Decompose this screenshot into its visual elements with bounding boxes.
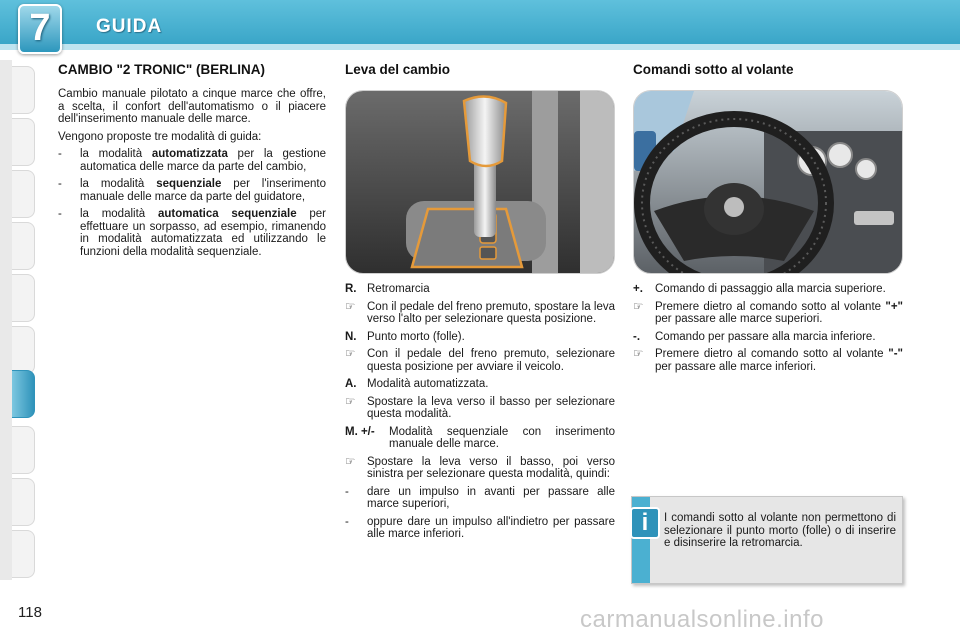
mode-name: sequenziale (156, 178, 222, 190)
mode-text: per l'inserimento manuale delle marce da parte del guidatore, (80, 178, 326, 203)
control-item (633, 283, 903, 296)
mode-name: automatica sequenziale (157, 208, 297, 220)
chapter-tab-10[interactable] (12, 530, 35, 578)
section-title: GUIDA (96, 16, 163, 37)
mode-text: la modalità (80, 178, 157, 190)
control-code: +. (633, 283, 643, 295)
chapter-number: 7 (29, 7, 51, 49)
gear-code: R. (345, 283, 357, 295)
column-3-text (633, 283, 903, 378)
dash: - (345, 485, 349, 498)
chapter-tab-5[interactable] (12, 274, 35, 322)
pointing-hand-icon: ☞ (345, 395, 356, 408)
gear-description: Modalità sequenziale con inserimento manuale delle marce. (389, 425, 615, 450)
mode-text: per la gestione automatica delle marce da parte del cambio, (80, 148, 326, 173)
instruction-item (345, 396, 615, 421)
instruction-item (633, 301, 903, 326)
gear-description: Modalità automatizzata. (367, 378, 489, 390)
dash: - (58, 148, 62, 160)
dash: - (345, 515, 349, 528)
instruction-text: dare un impulso in avanti per passare alle marce superiori, (367, 485, 615, 510)
instruction-item (345, 456, 615, 481)
mode-text: la modalità (80, 148, 152, 160)
chapter-badge (18, 4, 62, 54)
gear-code: N. (345, 330, 357, 343)
gear-item (345, 331, 615, 344)
steering-controls-title: Comandi sotto al volante (633, 62, 794, 77)
control-symbol: "+" (885, 300, 903, 313)
instruction-text: per passare alle marce inferiori. (655, 360, 817, 373)
instruction-item (345, 301, 615, 326)
gear-lever-title: Leva del cambio (345, 62, 451, 77)
gear-lever-photo (345, 90, 615, 274)
instruction-text: Spostare la leva verso il basso, poi verso sinistra per selezionare questa modalità, quindi: (367, 455, 615, 480)
gear-description: Punto morto (folle). (367, 330, 465, 343)
chapter-tab-6[interactable] (12, 326, 35, 374)
column-1-text (58, 88, 326, 263)
instruction-text: Con il pedale del freno premuto, spostare la leva verso l'alto per selezionare questa posizione. (367, 300, 615, 325)
mode-item (58, 178, 326, 203)
gear-item (345, 426, 615, 451)
info-text: I comandi sotto al volante non permettono di selezionare il punto morto (folle) o di inserire e disinserire la retromarcia. (664, 512, 896, 549)
watermark: carmanualsonline.info (580, 606, 824, 633)
steering-wheel-photo (633, 90, 903, 274)
chapter-tab-7-active[interactable] (12, 370, 35, 418)
control-symbol: "-" (888, 348, 903, 360)
pointing-hand-icon: ☞ (345, 300, 356, 313)
control-item (633, 331, 903, 344)
chapter-tab-1[interactable] (12, 66, 35, 114)
dash: - (58, 178, 62, 190)
instruction-item (633, 348, 903, 373)
control-code: -. (633, 330, 641, 343)
instruction-text: Premere dietro al comando sotto al volante (655, 300, 886, 313)
control-text: Comando per passare alla marcia inferiore. (655, 330, 876, 343)
control-text: Comando di passaggio alla marcia superiore. (655, 283, 886, 295)
instruction-item (345, 516, 615, 541)
instruction-text: Premere dietro al comando sotto al volante (655, 348, 889, 360)
instruction-text: Spostare la leva verso il basso per selezionare questa modalità. (367, 395, 615, 420)
side-rail (0, 60, 12, 580)
instruction-item (345, 348, 615, 373)
gearbox-title: CAMBIO "2 TRONIC" (BERLINA) (58, 62, 266, 77)
instruction-text: Con il pedale del freno premuto, selezionare questa posizione per avviare il veicolo. (367, 348, 615, 373)
instruction-text: oppure dare un impulso all'indietro per passare alle marce inferiori. (367, 515, 615, 540)
chapter-tab-2[interactable] (12, 118, 35, 166)
gear-code: M. +/- (345, 425, 375, 438)
chapter-tab-4[interactable] (12, 222, 35, 270)
instruction-text: per passare alle marce superiori. (655, 313, 823, 325)
mode-text: per effettuare un sorpasso, ad esempio, rimanendo in modalità automatizzata ed utilizzando le funzioni della modalità sequenziale. (80, 208, 326, 258)
gear-code: A. (345, 378, 357, 390)
page-number: 118 (18, 604, 42, 621)
info-icon: i (630, 507, 660, 539)
pointing-hand-icon: ☞ (633, 348, 644, 360)
intro-paragraph: Cambio manuale pilotato a cinque marce che offre, a scelta, il confort dell'automatismo o il piacere dell'inserimento manuale delle marce. (58, 88, 326, 125)
gear-description: Retromarcia (367, 283, 430, 295)
chapter-tab-8[interactable] (12, 426, 35, 474)
pointing-hand-icon: ☞ (345, 348, 356, 360)
chapter-tab-3[interactable] (12, 170, 35, 218)
modes-intro: Vengono proposte tre modalità di guida: (58, 130, 262, 143)
column-2-text (345, 283, 615, 546)
pointing-hand-icon: ☞ (633, 300, 644, 313)
mode-text: la modalità (80, 208, 158, 220)
mode-item (58, 208, 326, 258)
gear-item (345, 283, 615, 296)
chapter-tab-9[interactable] (12, 478, 35, 526)
instruction-item (345, 486, 615, 511)
mode-item (58, 148, 326, 173)
header-underline (0, 44, 960, 50)
gear-item (345, 378, 615, 391)
dash: - (58, 208, 62, 220)
pointing-hand-icon: ☞ (345, 455, 356, 468)
mode-name: automatizzata (151, 148, 228, 160)
